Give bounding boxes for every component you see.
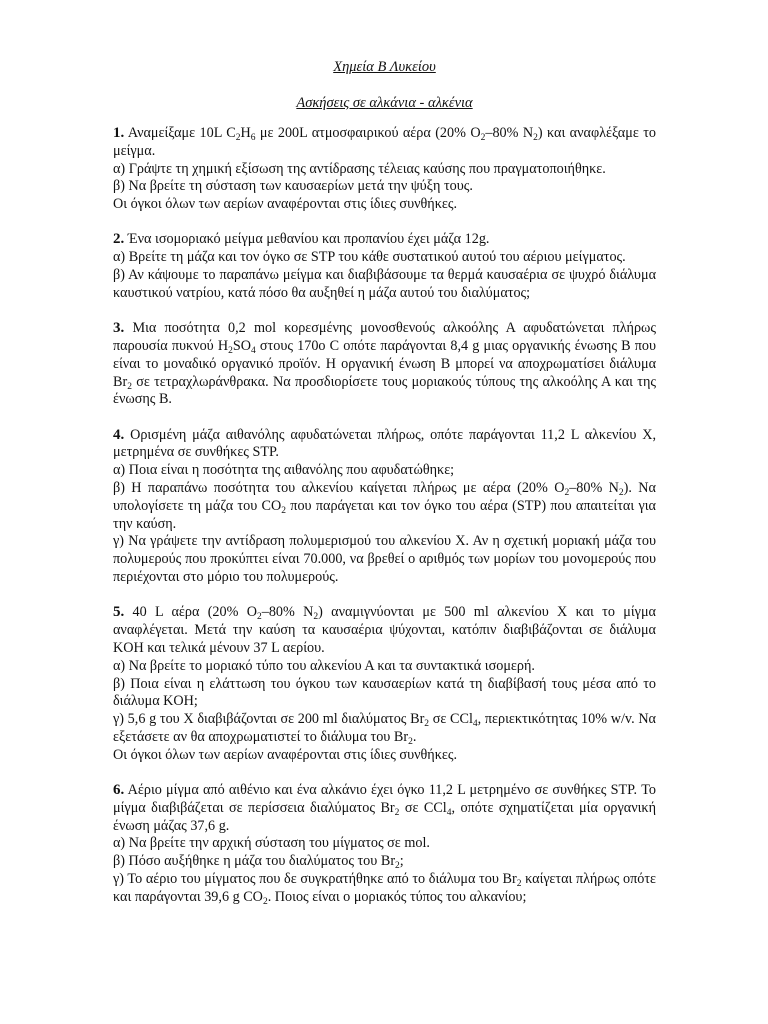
exercise-line xyxy=(113,480,656,533)
subscript: 2 xyxy=(564,488,570,499)
exercise-line xyxy=(113,178,656,196)
exercise-line xyxy=(113,267,656,303)
subscript: 2 xyxy=(394,807,400,818)
text-run: , οπότε σχηματίζεται μία οργανική ένωση μάζας 37,6 g. xyxy=(113,799,656,834)
text-run: β) Πόσο αυξήθηκε η μάζα του διαλύματος του Br xyxy=(113,853,396,870)
subscript: 2 xyxy=(480,133,486,143)
exercise-4 xyxy=(113,427,656,587)
text-run: –80% N xyxy=(485,125,534,141)
text-run: SO xyxy=(232,337,251,354)
exercise-line xyxy=(113,658,656,676)
exercise-line xyxy=(113,427,656,463)
text-run: Ορισμένη μάζα αιθανόλης αφυδατώνεται πλήρως, οπότε παράγονται 11,2 L αλκενίου Χ, μετρημένα σε συνθήκες STP. xyxy=(113,426,656,461)
text-run: γ) 5,6 g του Χ διαβιβάζονται σε 200 ml διαλύματος Br xyxy=(113,711,425,728)
exercise-line xyxy=(113,711,656,747)
text-run: –80% N xyxy=(261,604,314,621)
exercise-line xyxy=(113,604,656,657)
exercise-line xyxy=(113,835,656,853)
exercise-line xyxy=(113,249,656,267)
exercise-number: 5. xyxy=(113,604,125,621)
text-run: α) Γράψτε τη χημική εξίσωση της αντίδρασης τέλειας καύσης που πραγματοποιήθηκε. xyxy=(113,160,606,177)
subscript: 2 xyxy=(424,719,430,730)
exercise-number: 4. xyxy=(113,426,125,443)
text-run: ) και αναφλέξαμε το μείγμα. xyxy=(113,125,656,159)
text-run: σε τετραχλωράνθρακα. Να προσδιορίσετε τους μοριακούς τύπους της αλκοόλης Α και της ένωσης Β. xyxy=(113,373,656,408)
exercise-list xyxy=(113,125,656,907)
subscript: 2 xyxy=(395,861,400,872)
subscript: 2 xyxy=(281,505,286,516)
text-run: Οι όγκοι όλων των αερίων αναφέρονται στις ίδιες συνθήκες. xyxy=(113,196,457,213)
exercise-line xyxy=(113,196,656,214)
text-run: σε CCl xyxy=(429,711,473,728)
text-run: Ένα ισομοριακό μείγμα μεθανίου και προπανίου έχει μάζα 12g. xyxy=(124,231,490,248)
subscript: 2 xyxy=(533,133,538,143)
text-run: α) Να βρείτε την αρχική σύσταση του μίγματος σε mol. xyxy=(113,835,430,852)
exercise-line xyxy=(113,782,656,835)
subscript: 2 xyxy=(408,736,413,747)
text-run: Αναμείξαμε 10L C xyxy=(124,125,236,141)
exercise-number: 3. xyxy=(113,320,125,337)
text-run: καίγεται πλήρως οπότε και παράγονται 39,6 g CO xyxy=(113,870,657,905)
text-run: . Ποιος είναι ο μοριακός τύπος του αλκανίου; xyxy=(267,888,527,905)
subscript: 2 xyxy=(262,896,268,907)
exercise-number: 1. xyxy=(113,125,125,141)
exercise-line xyxy=(113,320,656,409)
text-run: σε CCl xyxy=(399,799,447,816)
text-run: ). Να υπολογίσετε τη μάζα του CO xyxy=(113,480,656,514)
subscript: 2 xyxy=(618,488,624,499)
text-run: β) Αν κάψουμε το παραπάνω μείγμα και διαβιβάσουμε τα θερμά καυσαέρια σε ψυχρό διάλυμα καυστικού νατρίου, κατά πόσο θα αυξηθεί η μάζα αυτού του διαλύματος; xyxy=(113,267,656,301)
text-run: α) Βρείτε τη μάζα και τον όγκο σε STP του κάθε συστατικού αυτού του αέριου μείγματος. xyxy=(113,249,626,266)
text-run: –80% N xyxy=(569,480,619,497)
text-run: γ) Το αέριο του μίγματος που δε συγκρατήθηκε από το διάλυμα του Br xyxy=(113,870,517,887)
text-run: . xyxy=(412,728,417,745)
text-run: 40 L αέρα (20% O xyxy=(124,604,257,621)
text-run: α) Να βρείτε το μοριακό τύπο του αλκενίου Α και τα συντακτικά ισομερή. xyxy=(113,657,535,674)
subscript: 2 xyxy=(228,345,233,356)
text-run: α) Ποια είναι η ποσότητα της αιθανόλης που αφυδατώθηκε; xyxy=(113,462,455,479)
exercise-line xyxy=(113,231,656,249)
subscript: 4 xyxy=(446,807,452,818)
document-title: Χημεία Β Λυκείου xyxy=(333,59,436,75)
exercise-number: 6. xyxy=(113,782,125,798)
exercise-5 xyxy=(113,604,656,764)
text-run: που παράγεται και τον όγκο του αέρα (STP) που απαιτείται για την καύση. xyxy=(113,497,656,532)
subscript: 4 xyxy=(472,719,478,730)
subscript: 2 xyxy=(516,878,522,889)
text-run: Μια ποσότητα 0,2 mol κορεσμένης μονοσθενούς αλκοόλης Α αφυδατώνεται πλήρως παρουσία πυκνού H xyxy=(113,320,656,354)
exercise-line xyxy=(113,871,656,907)
text-run: γ) Να γράψετε την αντίδραση πολυμερισμού του αλκενίου Χ. Αν η σχετική μοριακή μάζα του πολυμερούς που προκύπτει είναι 70.000, να βρεθεί ο αριθμός των μορίων του μονομερούς που περιέχονται στο μόριο του πολυμερούς. xyxy=(113,533,656,586)
subscript: 2 xyxy=(256,612,262,623)
exercise-line xyxy=(113,676,656,712)
exercise-line xyxy=(113,853,656,871)
text-run: Οι όγκοι όλων των αερίων αναφέρονται στις ίδιες συνθήκες. xyxy=(113,746,457,763)
exercise-line xyxy=(113,125,656,161)
text-run: ; xyxy=(399,853,404,870)
subscript: 4 xyxy=(251,345,256,356)
text-run: ) αναμιγνύονται με 500 ml αλκενίου Χ και το μίγμα αναφλέγεται. Μετά την καύση τα καυσαέρια ψύχονται, κατόπιν διαβιβάζονται σε διάλυμα KOH και τελικά μένουν 37 L αερίου. xyxy=(113,604,656,656)
subscript: 2 xyxy=(235,133,241,143)
exercise-line xyxy=(113,161,656,179)
exercise-line xyxy=(113,747,656,765)
text-run: , περιεκτικότητας 10% w/v. Να εξετάσετε αν θα αποχρωματιστεί το διάλυμα του Br xyxy=(113,711,656,745)
exercise-3 xyxy=(113,320,656,409)
text-run: H xyxy=(240,125,251,141)
text-run: β) Ποια είναι η ελάττωση του όγκου των καυσαερίων κατά τη διαβίβασή τους μέσα από το διάλυμα KOH; xyxy=(113,675,656,710)
text-run: β) Η παραπάνω ποσότητα του αλκενίου καίγεται πλήρως με αέρα (20% O xyxy=(113,480,565,497)
text-run: β) Να βρείτε τη σύσταση των καυσαερίων μετά την ψύξη τους. xyxy=(113,178,473,195)
exercise-1 xyxy=(113,125,656,214)
text-run: στους 170o C οπότε παράγονται 8,4 g μιας οργανικής ένωσης Β που είναι το μοναδικό οργανικό προϊόν. Η οργανική ένωση Β μπορεί να αποχρωματίσει διάλυμα Br xyxy=(113,337,657,390)
text-run: με 200L ατμοσφαιρικού αέρα (20% O xyxy=(255,125,481,141)
exercise-number: 2. xyxy=(113,231,125,248)
subscript: 2 xyxy=(313,612,319,623)
subscript: 2 xyxy=(127,381,132,392)
exercise-6 xyxy=(113,782,656,907)
subscript: 6 xyxy=(250,133,256,143)
exercise-line xyxy=(113,533,656,586)
text-run: Αέριο μίγμα από αιθένιο και ένα αλκάνιο έχει όγκο 11,2 L μετρημένο σε συνθήκες STP. Το μίγμα διαβιβάζεται σε περίσσεια διαλύματος Br xyxy=(113,782,656,816)
document-subtitle: Ασκήσεις σε αλκάνια - αλκένια xyxy=(296,95,473,111)
exercise-line xyxy=(113,462,656,480)
exercise-2 xyxy=(113,231,656,302)
